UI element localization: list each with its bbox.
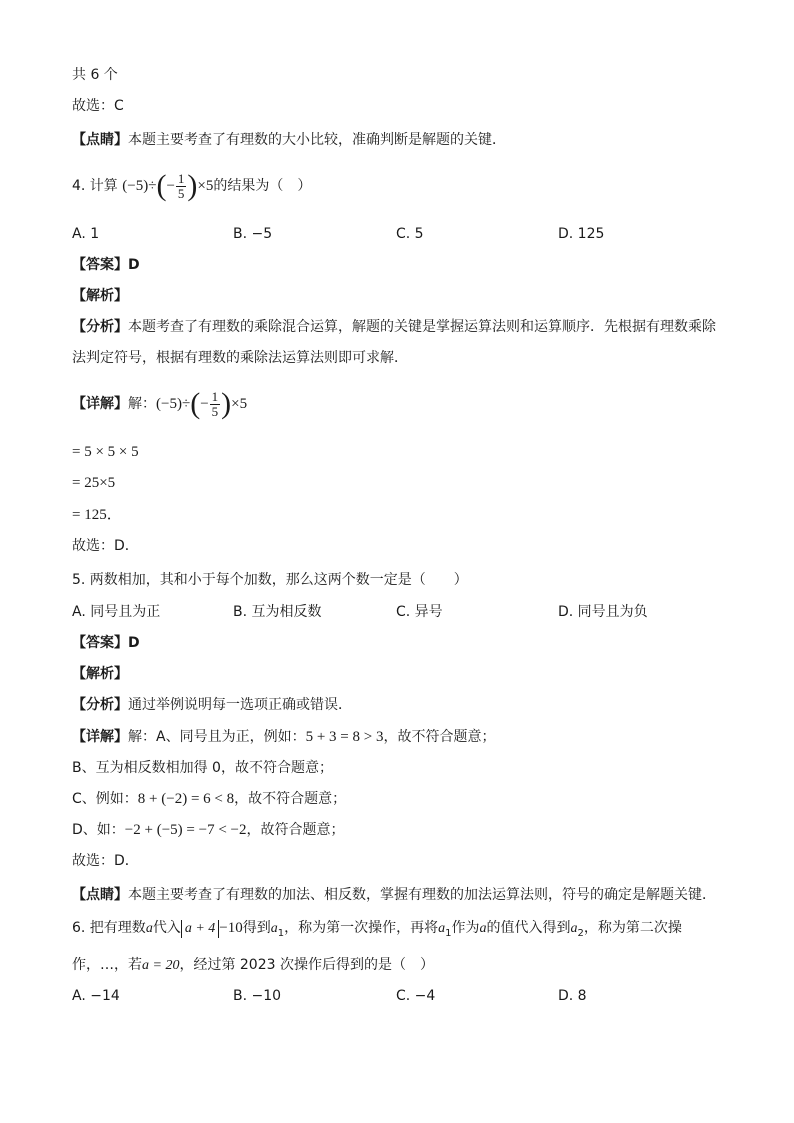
step-3: = 125． <box>72 507 122 523</box>
xiangjie-text: 解：A、同号且为正，例如： <box>128 729 306 745</box>
q6-text: 6. 把有理数 <box>72 920 146 936</box>
text-pre: C、例如： <box>72 791 138 807</box>
subscript: 2 <box>577 927 584 939</box>
text-pre: D、如： <box>72 822 125 838</box>
text-line <box>72 820 345 840</box>
fraction <box>210 390 221 419</box>
fenxi-line <box>72 317 716 337</box>
q6-text: 得到 <box>242 920 271 936</box>
dianjing-text: 本题主要考查了有理数的加法、相反数，掌握有理数的加法运算法则，符号的确定是解题关键． <box>128 887 716 903</box>
dianjing-line <box>72 885 716 905</box>
text-line: B、互为相反数相加得 0，故不符合题意； <box>72 760 333 776</box>
option-b: B. −5 <box>233 226 273 242</box>
xiangjie-tag: 【详解】 <box>72 729 128 745</box>
xiangjie-line <box>72 727 495 747</box>
q6-text: ，称为第二次操 <box>583 920 682 936</box>
q6-text: 代入 <box>152 920 181 936</box>
fenxi-tag: 【分析】 <box>72 319 128 335</box>
question-6 <box>72 918 682 944</box>
xiangjie-line <box>72 388 247 420</box>
q4-minus: − <box>166 178 175 194</box>
step-1: = 5 × 5 × 5 <box>72 444 139 460</box>
q6-text: ，经过第 2023 次操作后得到的是（ ） <box>179 957 434 973</box>
option-a: A. 同号且为正 <box>72 604 161 620</box>
answer-label: 【答案】D <box>72 257 140 273</box>
abs-expr: a + 4 <box>184 921 216 936</box>
text-end: ，故符合题意； <box>246 822 345 838</box>
xiangjie-math-2: ×5 <box>231 396 248 412</box>
dianjing-tag: 【点睛】 <box>72 887 128 903</box>
fraction-denominator: 5 <box>177 185 185 201</box>
dianjing-text: 本题主要考查了有理数的大小比较，准确判断是解题的关键． <box>128 132 506 148</box>
var-a2: a <box>570 921 578 936</box>
q6-text: 的值代入得到 <box>486 920 571 936</box>
subscript: 1 <box>277 927 285 939</box>
option-c: C. −4 <box>396 988 436 1004</box>
var-a: a <box>145 921 153 936</box>
math-expr: −2 + (−5) = −7 < −2 <box>124 822 247 838</box>
q4-math-1: (−5)÷ <box>122 178 157 194</box>
var-a1: a <box>438 921 446 936</box>
left-paren: ( <box>156 169 167 202</box>
option-d: D. 125 <box>558 226 605 242</box>
left-paren: ( <box>190 387 201 420</box>
xiangjie-end: ，故不符合题意； <box>383 729 496 745</box>
dianjing-tag: 【点睛】 <box>72 132 128 148</box>
q4-suffix: 的结果为（ ） <box>213 178 312 194</box>
xiangjie-math: 5 + 3 = 8 > 3 <box>305 729 384 745</box>
text-end: ，故不符合题意； <box>234 791 347 807</box>
var-a1: a <box>270 921 278 936</box>
q6-math: −10 <box>219 920 243 936</box>
option-b: B. −10 <box>233 988 282 1004</box>
text-line: 故选：D． <box>72 853 139 869</box>
subscript: 1 <box>445 927 452 939</box>
q4-prefix: 4. 计算 <box>72 178 118 194</box>
var-a: a <box>479 921 487 936</box>
text-line <box>72 789 346 809</box>
math-expr: 8 + (−2) = 6 < 8 <box>137 791 235 807</box>
xiangjie-pre: 解： <box>128 396 156 412</box>
fraction-numerator: 1 <box>211 388 219 404</box>
text-line: 故选：C <box>72 98 124 114</box>
right-paren: ) <box>221 387 232 420</box>
abs-value <box>181 920 219 938</box>
q6-text: 作为 <box>451 920 480 936</box>
option-b: B. 互为相反数 <box>233 604 322 620</box>
text-line: 故选：D． <box>72 538 139 554</box>
fraction-denominator: 5 <box>211 403 219 419</box>
fenxi-text: 通过举例说明每一选项正确或错误． <box>128 697 352 713</box>
option-d: D. 8 <box>558 988 587 1004</box>
fenxi-line <box>72 695 352 715</box>
fenxi-line-2: 法判定符号，根据有理数的乘除法运算法则即可求解． <box>72 350 408 366</box>
right-paren: ) <box>187 169 198 202</box>
q6-math: a = 20 <box>142 958 180 973</box>
answer-label: 【答案】D <box>72 635 140 651</box>
step-2: = 25×5 <box>72 475 116 491</box>
option-a: A. −14 <box>72 988 120 1004</box>
fraction <box>176 172 187 201</box>
xiangjie-math-1: (−5)÷ <box>156 396 191 412</box>
option-a: A. 1 <box>72 226 100 242</box>
fenxi-text: 本题考查了有理数的乘除混合运算，解题的关键是掌握运算法则和运算顺序．先根据有理数乘除 <box>128 319 716 335</box>
xiangjie-minus: − <box>200 396 209 412</box>
q4-math-2: ×5 <box>197 178 214 194</box>
question-5: 5. 两数相加，其和小于每个加数，那么这两个数一定是（ ） <box>72 572 468 588</box>
option-c: C. 异号 <box>396 604 443 620</box>
analysis-label: 【解析】 <box>72 288 128 304</box>
fenxi-tag: 【分析】 <box>72 697 128 713</box>
q6-text: 作，…，若 <box>72 957 142 973</box>
question-4 <box>72 170 311 202</box>
text-line: 共 6 个 <box>72 67 118 83</box>
analysis-label: 【解析】 <box>72 666 128 682</box>
xiangjie-tag: 【详解】 <box>72 396 128 412</box>
option-c: C. 5 <box>396 226 424 242</box>
question-6-line-2 <box>72 955 434 976</box>
option-d: D. 同号且为负 <box>558 604 648 620</box>
dianjing-line <box>72 130 506 150</box>
fraction-numerator: 1 <box>177 170 185 186</box>
q6-text: ，称为第一次操作，再将 <box>284 920 439 936</box>
